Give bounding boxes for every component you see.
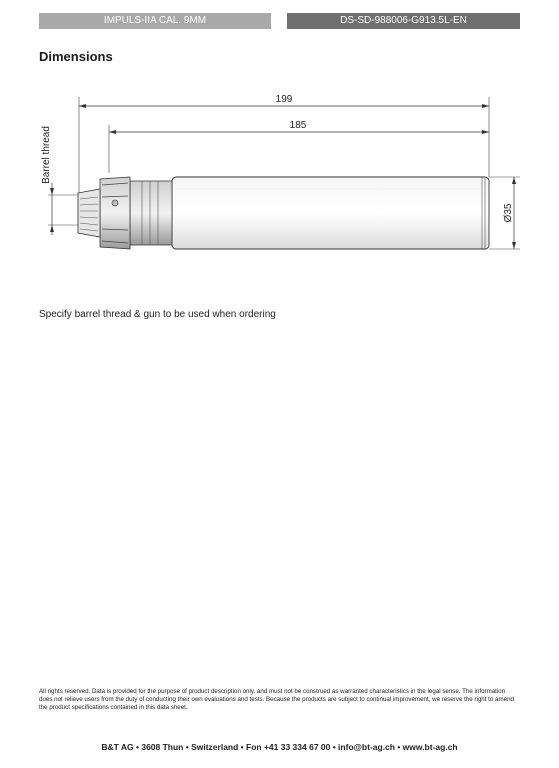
dimension-drawing bbox=[30, 85, 530, 265]
arrow-185-right bbox=[482, 130, 489, 134]
company-footer: B&T AG • 3608 Thun • Switzerland • Fon +41 33 334 67 00 • info@bt-ag.ch • www.bt-ag.ch bbox=[101, 742, 458, 752]
barrel-thread-label: Barrel thread bbox=[41, 126, 52, 184]
diameter-label: Ø35 bbox=[503, 203, 514, 223]
section-title: Dimensions bbox=[39, 49, 113, 64]
arrow-thread-top bbox=[50, 188, 54, 195]
adapter-collar bbox=[130, 181, 172, 245]
header-document-id: DS-SD-988006-G913.5L-EN bbox=[287, 13, 520, 29]
arrow-dia-bottom bbox=[512, 242, 516, 249]
dimension-199-label: 199 bbox=[275, 94, 293, 105]
arrow-thread-bottom bbox=[50, 225, 54, 232]
arrow-dia-top bbox=[512, 177, 516, 184]
ordering-note: Specify barrel thread & gun to be used when ordering bbox=[39, 309, 276, 320]
header-product-label: IMPULS-IIA CAL. 9MM bbox=[39, 13, 271, 29]
mount-pin bbox=[112, 200, 118, 206]
arrow-199-right bbox=[482, 104, 489, 108]
dimension-185-label: 185 bbox=[289, 120, 307, 131]
legal-disclaimer: All rights reserved. Data is provided for the purpose of product description only, and must not be construed as warranted characteristics in the legal sense. The information does not relieve users from the duty of conducting their own evaluations and tests. Because the products are subject to continual improvement, we reserve the right to amend the product specifications contained in this data sheet. bbox=[39, 688, 514, 711]
arrow-199-left bbox=[79, 104, 86, 108]
suppressor-tube bbox=[172, 177, 489, 249]
arrow-185-left bbox=[109, 130, 116, 134]
quick-detach-mount bbox=[100, 177, 130, 249]
